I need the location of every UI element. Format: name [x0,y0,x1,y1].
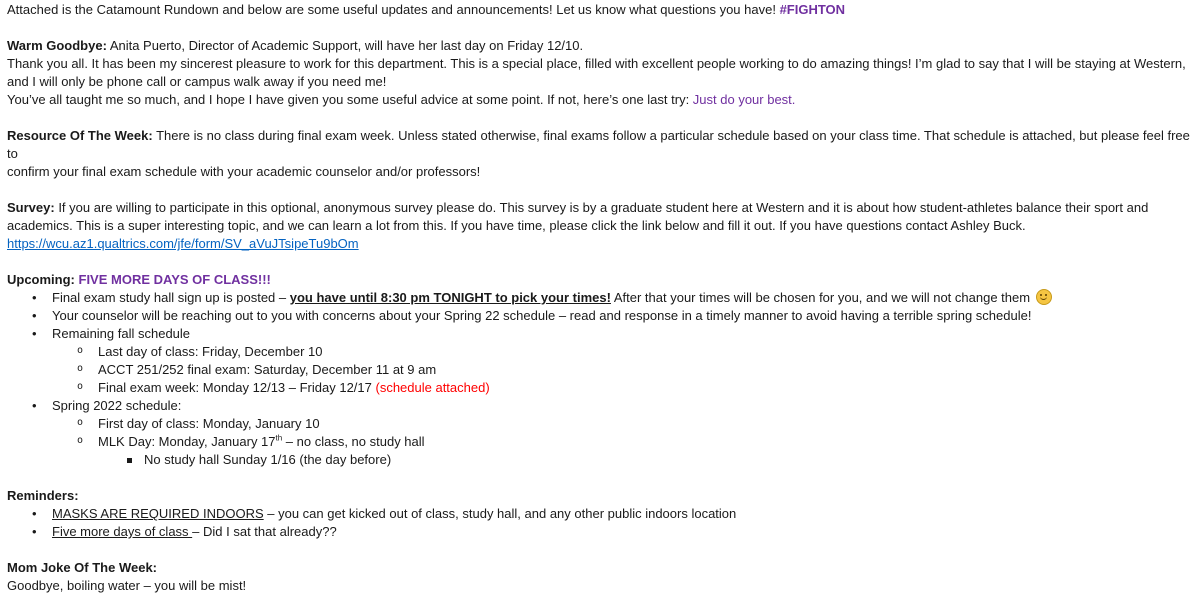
sub-list-item: o ACCT 251/252 final exam: Saturday, December 11 at 9 am [7,361,1192,379]
resource-heading: Resource Of The Week: [7,128,153,143]
intro-paragraph [7,1,1192,19]
reminders-list [7,505,1192,541]
survey-line-1: Survey: If you are willing to participate in this optional, anonymous survey please do. This survey is by a graduate student here at Western and it is about how student-athletes balance their sport and [7,200,1149,215]
survey-line-2: academics. This is a super interesting topic, and we can learn a lot from this. If you have time, please click the link below and fill it out. If you have questions contact Ashley Buck. [7,218,1026,233]
sub-list-item: o Last day of class: Friday, December 10 [7,343,1192,361]
list-item: • Your counselor will be reaching out to you with concerns about your Spring 22 schedule – read and response in a timely manner to avoid having a terrible spring schedule! [7,307,1192,325]
sub-list-item: o Final exam week: Monday 12/13 – Friday 12/17 (schedule attached) [7,379,1192,397]
upcoming-list [7,289,1192,469]
reminders-heading: Reminders: [7,488,79,503]
upcoming-heading: Upcoming: [7,272,79,287]
list-item: • Remaining fall schedule [7,325,1192,343]
joke-heading: Mom Joke Of The Week: [7,560,158,575]
sub-list-item: o MLK Day: Monday, January 17th – no class, no study hall [7,433,1192,451]
sub-list-item: o First day of class: Monday, January 10 [7,415,1192,433]
upcoming-headline: FIVE MORE DAYS OF CLASS!!! [78,272,271,287]
list-item: • MASKS ARE REQUIRED INDOORS – you can get kicked out of class, study hall, and any other public indoors location [7,505,1192,523]
goodbye-heading: Warm Goodbye: [7,38,107,53]
sub-sub-list-item: No study hall Sunday 1/16 (the day before) [7,451,1192,469]
list-item: • Final exam study hall sign up is posted – you have until 8:30 pm TONIGHT to pick your times! After that your times will be chosen for you, and we will not change them [7,289,1192,307]
list-item: • Spring 2022 schedule: [7,397,1192,415]
resource-line-1: Resource Of The Week: There is no class during final exam week. Unless stated otherwise, final exams follow a particular schedule based on your class time. That schedule is attached, but please feel free to [7,128,1190,161]
goodbye-line-2: and I will only be phone call or campus walk away if you need me! [7,74,387,89]
upcoming-heading-line [7,271,1192,289]
survey-heading: Survey: [7,200,55,215]
goodbye-line-3: You’ve all taught me so much, and I hope I have given you some useful advice at some point. If not, here’s one last try: Just do your best. [7,92,796,107]
goodbye-line-1: Thank you all. It has been my sincerest pleasure to work for this department. This is a special place, filled with excellent people working to do amazing things! I’m glad to say that I will be staying at Western, [7,56,1186,71]
goodbye-tip: Just do your best. [692,92,796,107]
goodbye-lead: Warm Goodbye: Anita Puerto, Director of Academic Support, will have her last day on Friday 12/10. [7,38,584,53]
resource-line-2: confirm your final exam schedule with your academic counselor and/or professors! [7,164,481,179]
list-item: • Five more days of class – Did I sat that already?? [7,523,1192,541]
hashtag: #FIGHTON [779,2,846,17]
joke-text: Goodbye, boiling water – you will be mist! [7,578,247,593]
survey-link[interactable]: https://wcu.az1.qualtrics.com/jfe/form/SV_aVuJTsipeTu9bOm [7,236,359,251]
intro-text: Attached is the Catamount Rundown and below are some useful updates and announcements! Let us know what questions you have! [7,2,780,17]
smiley-icon [1036,289,1052,305]
